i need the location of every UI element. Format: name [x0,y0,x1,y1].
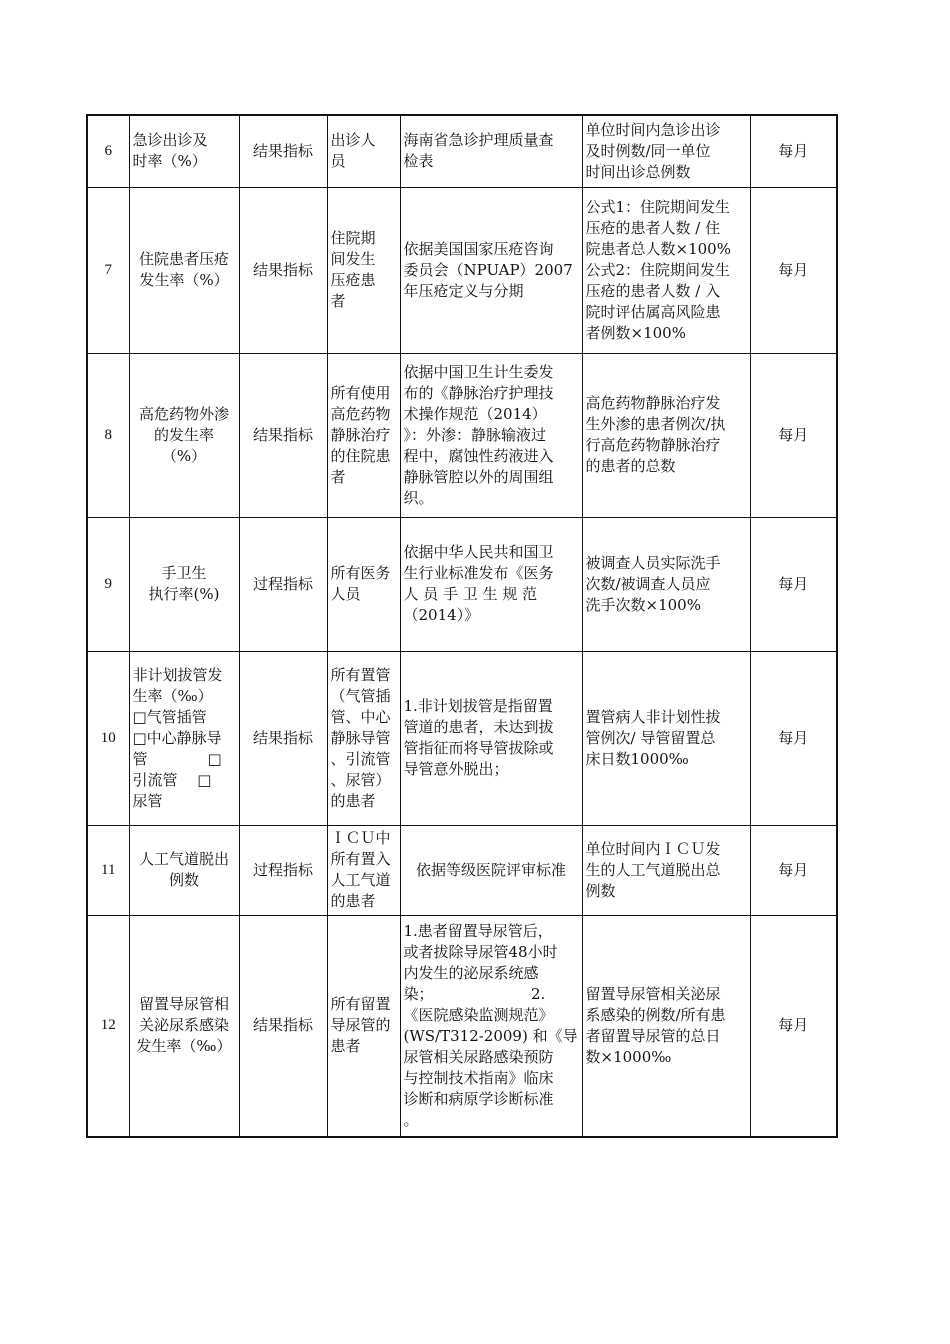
data-basis-line: 海南省急诊护理质量查 [403,131,554,150]
frequency: 每月 [750,825,837,915]
target-population-line: 所有使用 [330,383,391,402]
calculation-formula-line: 次数/被调查人员应 [585,574,711,593]
data-basis-line: 生行业标准发布《医务 [403,564,554,582]
indicator-name-line: 发生率（‰） [136,1037,232,1056]
target-population-line: 出诊人 [330,131,376,150]
calculation-formula [582,353,750,517]
data-basis [400,187,582,353]
frequency: 每月 [750,651,837,825]
indicator-name-line: 人工气道脱出 [138,850,229,868]
indicator-name-line: 尿管 [132,791,163,810]
data-basis-line: 术操作规范（2014） [403,404,547,423]
row-number: 11 [87,825,129,915]
indicator-name-line: 留置导尿管相 [138,995,229,1014]
target-population-line: 间发生 [330,250,376,268]
table-row [87,187,837,353]
calculation-formula-line: 行高危药物静脉治疗 [585,436,721,454]
calculation-formula-line: 洗手次数×100% [585,595,701,614]
frequency: 每月 [750,353,837,517]
calculation-formula-line: 压疮的患者人数 / 住 [585,218,721,237]
target-population [327,353,400,517]
row-number: 8 [87,353,129,517]
target-population-line: 者 [330,292,346,310]
data-basis-line: 依据中国卫生计生委发 [403,362,554,381]
data-basis [400,353,582,517]
data-basis-line: 依据等级医院评审标准 [415,860,566,879]
data-basis-line: 织。 [403,488,434,507]
indicator-name-line: □气管插管 [132,707,207,726]
calculation-formula-line: 公式1：住院期间发生 [585,197,731,216]
calculation-formula-line: 的患者的总数 [585,457,676,475]
target-population [327,915,400,1137]
indicator-name-line: 执行率(%) [148,585,220,603]
calculation-formula-line: 单位时间内ＩＣＵ发 [585,839,721,858]
indicator-name [129,915,239,1137]
quality-indicator-table [86,114,838,1138]
target-population [327,517,400,651]
indicator-name [129,115,239,187]
data-basis-line: 。 [403,1110,419,1129]
data-basis-line: 《医院感染监测规范》 [403,1005,554,1024]
data-basis-line: 检表 [403,152,434,171]
frequency: 每月 [750,915,837,1137]
indicator-name-line: 例数 [168,871,199,889]
calculation-formula-line: 数×1000‰ [585,1047,672,1066]
data-basis-line: 管道的患者，未达到拔 [403,718,554,736]
indicator-name-line: 生率（‰） [132,686,213,705]
indicator-type: 结果指标 [239,187,327,353]
data-basis-line: 布的《静脉治疗护理技 [403,383,554,402]
data-basis [400,915,582,1137]
row-number: 10 [87,651,129,825]
data-basis-line: 导管意外脱出； [403,760,509,778]
calculation-formula-line: 院患者总人数×100% [585,239,731,258]
target-population-line: 所有置入 [330,850,391,868]
calculation-formula-line: 院时评估属高风险患 [585,302,721,321]
row-number: 9 [87,517,129,651]
calculation-formula-line: 例数 [585,881,616,900]
indicator-type: 结果指标 [239,353,327,517]
indicator-type: 过程指标 [239,517,327,651]
calculation-formula-line: 单位时间内急诊出诊 [585,120,721,139]
calculation-formula-line: 者例数×100% [585,323,686,342]
data-basis-line: 诊断和病原学诊断标准 [403,1089,554,1108]
table-row [87,517,837,651]
data-basis-line: 委员会（NPUAP）2007 [403,260,573,279]
target-population-line: 的患者 [330,892,376,910]
calculation-formula [582,115,750,187]
calculation-formula-line: 时间出诊总例数 [585,162,691,181]
calculation-formula-line: 管例次/ 导管留置总 [585,728,716,747]
data-basis [400,825,582,915]
data-basis-line: 1.非计划拔管是指留置 [403,697,553,715]
indicator-type: 过程指标 [239,825,327,915]
indicator-name-line: 关泌尿系感染 [138,1016,229,1035]
target-population-line: （气管插 [330,686,391,705]
table-row [87,825,837,915]
target-population [327,825,400,915]
table-row [87,915,837,1137]
row-number: 12 [87,915,129,1137]
indicator-name [129,517,239,651]
data-basis-line: 或者拔除导尿管48小时 [403,942,558,961]
calculation-formula-line: 系感染的例数/所有患 [585,1005,726,1024]
target-population-line: 压疮患 [330,271,376,289]
target-population-line: 的住院患 [330,446,391,465]
target-population-line: 人工气道 [330,871,391,889]
row-number: 6 [87,115,129,187]
target-population-line: 、引流管 [330,749,391,768]
target-population-line: 所有置管 [330,665,391,684]
target-population-line: ＩＣＵ中 [330,829,391,847]
indicator-name-line: 住院患者压疮 [138,250,229,268]
calculation-formula-line: 高危药物静脉治疗发 [585,394,721,412]
target-population-line: 导尿管的 [330,1016,391,1035]
table-row [87,353,837,517]
calculation-formula-line: 压疮的患者人数 / 入 [585,281,721,300]
indicator-name-line: 急诊出诊及 [132,131,208,150]
target-population [327,187,400,353]
indicator-name-line: 管 □ [132,749,222,768]
calculation-formula-line: 床日数1000‰ [585,749,689,768]
target-population-line: 所有医务 [330,564,391,582]
data-basis-line: 内发生的泌尿系统感 [403,963,539,982]
calculation-formula [582,517,750,651]
indicator-name-line: 高危药物外渗 [138,404,229,423]
indicator-name-line: 发生率（%） [139,271,229,289]
indicator-name [129,825,239,915]
indicator-type: 结果指标 [239,915,327,1137]
target-population-line: 者 [330,467,346,486]
indicator-name-line: 时率（%） [132,152,207,171]
target-population-line: 高危药物 [330,404,391,423]
indicator-name-line: □中心静脉导 [132,728,222,747]
data-basis-line: 与控制技术指南》临床 [403,1068,554,1087]
calculation-formula-line: 生外渗的患者例次/执 [585,415,726,433]
indicator-name-line: 的发生率 [153,425,214,444]
indicator-name [129,187,239,353]
target-population-line: 静脉导管 [330,728,391,747]
data-basis-line: (WS/T312-2009) 和《导 [403,1026,578,1045]
indicator-name [129,353,239,517]
calculation-formula-line: 生的人工气道脱出总 [585,860,721,879]
target-population-line: 住院期 [330,229,376,247]
calculation-formula-line: 者留置导尿管的总日 [585,1026,721,1045]
row-number: 7 [87,187,129,353]
target-population-line: 管、中心 [330,707,391,726]
data-basis-line: 管指征而将导管拔除或 [403,739,554,757]
data-basis [400,517,582,651]
frequency: 每月 [750,517,837,651]
indicator-name [129,651,239,825]
target-population-line: 的患者 [330,791,376,810]
data-basis-line: 1.患者留置导尿管后， [403,921,553,940]
target-population-line: 患者 [330,1037,361,1056]
target-population-line: 、尿管） [330,770,391,789]
data-basis-line: 年压疮定义与分期 [403,281,524,300]
target-population [327,651,400,825]
calculation-formula-line: 公式2：住院期间发生 [585,260,731,279]
data-basis-line: 染； 2. [403,984,546,1003]
target-population-line: 人员 [330,585,361,603]
calculation-formula [582,651,750,825]
table-row [87,651,837,825]
indicator-name-line: （%） [161,446,207,465]
calculation-formula [582,915,750,1137]
data-basis [400,115,582,187]
calculation-formula-line: 留置导尿管相关泌尿 [585,984,721,1003]
data-basis-line: 静脉管腔以外的周围组 [403,467,554,486]
target-population [327,115,400,187]
calculation-formula-line: 及时例数/同一单位 [585,141,711,160]
calculation-formula [582,825,750,915]
indicator-type: 结果指标 [239,115,327,187]
indicator-type: 结果指标 [239,651,327,825]
indicator-name-line: 引流管 □ [132,770,212,789]
table-row [87,115,837,187]
target-population-line: 员 [330,152,346,171]
calculation-formula-line: 置管病人非计划性拔 [585,707,721,726]
data-basis-line: 》：外渗：静脉输液过 [403,425,547,444]
data-basis-line: 依据中华人民共和国卫 [403,543,554,561]
frequency: 每月 [750,115,837,187]
data-basis-line: 程中，腐蚀性药液进入 [403,446,554,465]
data-basis [400,651,582,825]
data-basis-line: 人 员 手 卫 生 规 范 [403,585,538,603]
data-basis-line: 依据美国国家压疮咨询 [403,239,554,258]
calculation-formula-line: 被调查人员实际洗手 [585,553,721,572]
frequency: 每月 [750,187,837,353]
target-population-line: 所有留置 [330,995,391,1014]
calculation-formula [582,187,750,353]
target-population-line: 静脉治疗 [330,425,391,444]
indicator-name-line: 非计划拔管发 [132,665,223,684]
data-basis-line: （2014）》 [403,606,480,624]
data-basis-line: 尿管相关尿路感染预防 [403,1047,554,1066]
indicator-name-line: 手卫生 [161,564,207,582]
